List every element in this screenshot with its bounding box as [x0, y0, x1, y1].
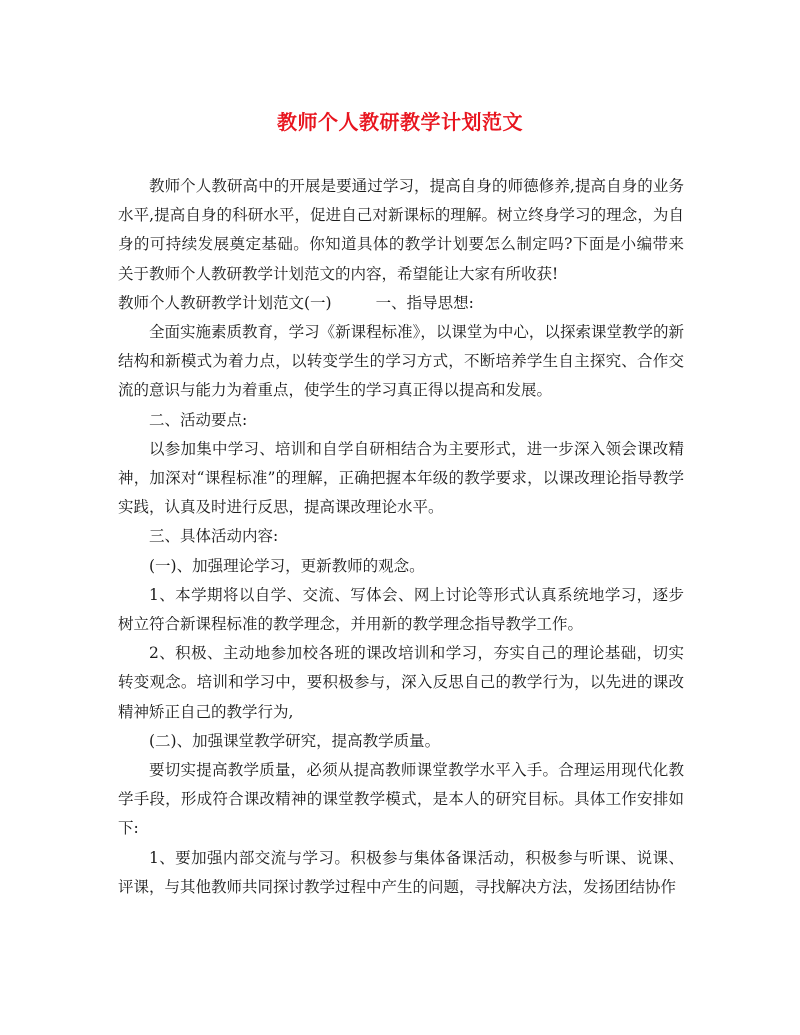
subheading-theory-study: (一)、加强理论学习，更新教师的观念。 — [149, 556, 425, 575]
guiding-ideology-heading: 一、指导思想: — [375, 293, 474, 312]
exchange-paragraph: 1、要加强内部交流与学习。积极参与集体备课活动，积极参与听课、说课、评课，与其他教师共同探讨教学过程中产生的问题，寻找解决方法，发扬团结协作 — [118, 848, 684, 896]
document-title: 教师个人教研教学计划范文 — [277, 110, 523, 134]
item-2-paragraph: 2、积极、主动地参加校各班的课改培训和学习，夯实自己的理论基础，切实转变观念。培训和学习中，要积极参与，深入反思自己的教学行为，以先进的课改精神矫正自己的教学行为, — [118, 644, 684, 721]
quality-paragraph: 要切实提高教学质量，必须从提高教师课堂教学水平入手。合理运用现代化教学手段，形成符合课改精神的课堂教学模式，是本人的研究目标。具体工作安排如下: — [118, 761, 684, 838]
activity-points-heading: 二、活动要点: — [149, 410, 248, 429]
intro-paragraph: 教师个人教研高中的开展是要通过学习，提高自身的师德修养,提高自身的业务水平,提高自身的科研水平，促进自己对新课标的理解。树立终身学习的理念，为自身的可持续发展奠定基础。你知道具体的教学计划要怎么制定吗?下面是小编带来关于教师个人教研教学计划范文的内容，希望能让大家有所收获! — [118, 177, 684, 283]
item-1-paragraph: 1、本学期将以自学、交流、写体会、网上讨论等形式认真系统地学习，逐步树立符合新课程标准的教学理念，并用新的教学理念指导教学工作。 — [118, 585, 684, 634]
section-heading-line — [118, 289, 684, 318]
activity-content-heading: 三、具体活动内容: — [149, 527, 279, 546]
document-body — [118, 172, 684, 902]
activity-points-paragraph: 以参加集中学习、培训和自学自研相结合为主要形式，进一步深入领会课改精神，加深对“课程标准”的理解，正确把握本年级的教学要求，以课改理论指导教学实践，认真及时进行反思，提高课改理论水平。 — [118, 439, 684, 517]
section-title: 教师个人教研教学计划范文(一) — [118, 293, 332, 312]
subheading-classroom-research: (二)、加强课堂教学研究，提高教学质量。 — [149, 731, 441, 750]
guiding-ideology-paragraph: 全面实施素质教育，学习《新课程标准》，以课堂为中心，以探索课堂教学的新结构和新模式为着力点，以转变学生的学习方式，不断培养学生自主探究、合作交流的意识与能力为着重点，使学生的学习真正得以提高和发展。 — [118, 323, 684, 400]
